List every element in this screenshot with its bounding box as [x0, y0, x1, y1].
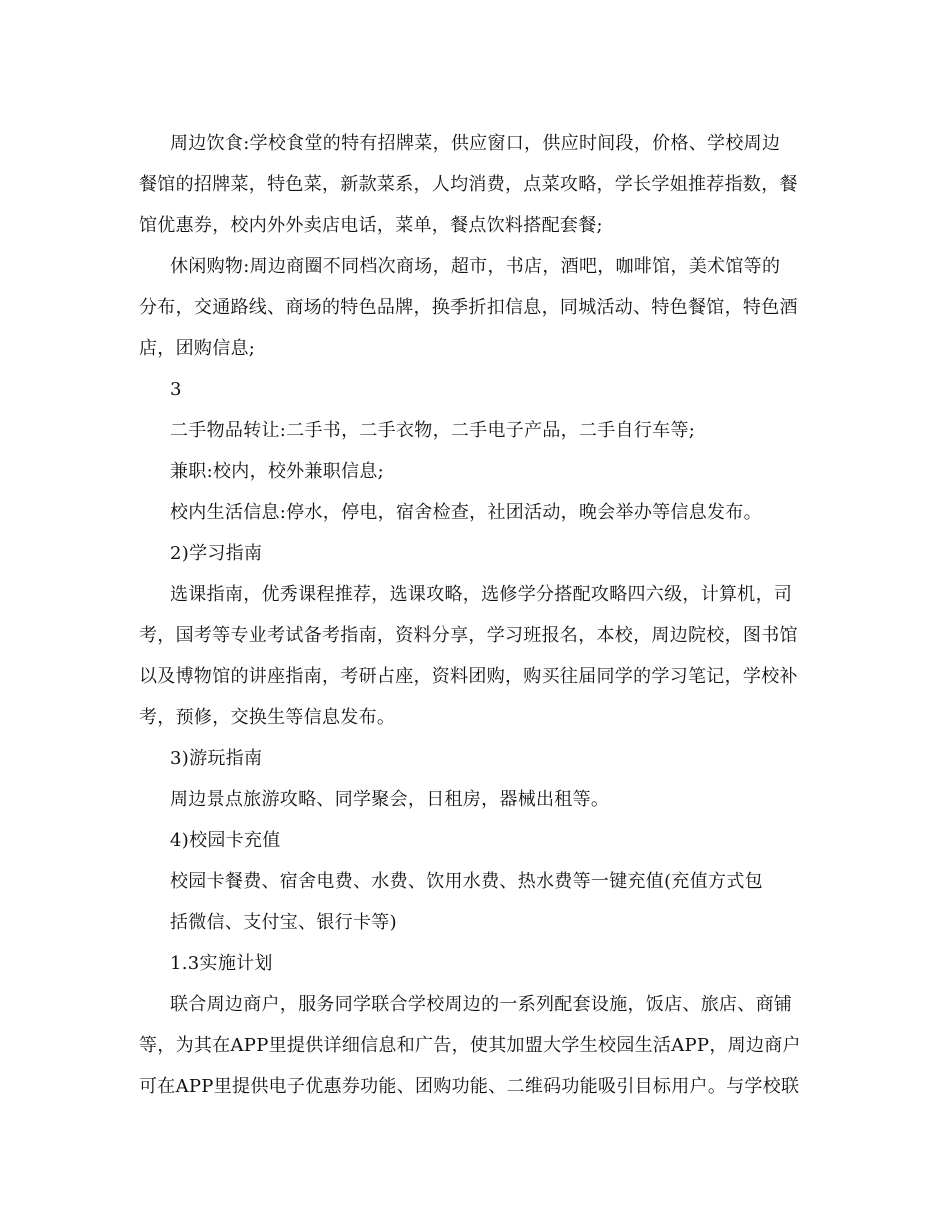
text-line: 选课指南，优秀课程推荐，选课攻略，选修学分搭配攻略四六级，计算机，司 — [170, 584, 793, 605]
text-line: 可在APP里提供电子优惠券功能、团购功能、二维码功能吸引目标用户。与学校联 — [139, 1076, 800, 1097]
text-line: 等，为其在APP里提供详细信息和广告，使其加盟大学生校园生活APP，周边商户 — [139, 1035, 801, 1056]
text-line: 以及博物馆的讲座指南，考研占座，资料团购，购买往届同学的学习笔记，学校补 — [139, 666, 798, 687]
text-line: 考，预修，交换生等信息发布。 — [139, 707, 396, 728]
section-heading: 2)学习指南 — [170, 543, 263, 564]
section-heading: 3)游玩指南 — [170, 748, 263, 769]
text-line: 休闲购物:周边商圈不同档次商场，超市，书店，酒吧，咖啡馆，美术馆等的 — [170, 256, 781, 277]
section-heading: 4)校园卡充值 — [170, 830, 281, 851]
text-line: 馆优惠券，校内外外卖店电话，菜单，餐点饮料搭配套餐; — [139, 215, 603, 236]
text-line: 校园卡餐费、宿舍电费、水费、饮用水费、热水费等一键充值(充值方式包 — [170, 871, 763, 892]
text-line: 二手物品转让:二手书，二手衣物，二手电子产品，二手自行车等; — [170, 420, 696, 441]
text-line: 校内生活信息:停水，停电，宿舍检查，社团活动，晚会举办等信息发布。 — [170, 502, 762, 523]
text-line: 餐馆的招牌菜，特色菜，新款菜系，人均消费，点菜攻略，学长学姐推荐指数，餐 — [139, 174, 798, 195]
text-line: 联合周边商户，服务同学联合学校周边的一系列配套设施，饭店、旅店、商铺 — [170, 994, 793, 1015]
page-number: 3 — [170, 379, 182, 400]
text-line: 周边景点旅游攻略、同学聚会，日租房，器械出租等。 — [170, 789, 610, 810]
text-line: 考，国考等专业考试备考指南，资料分享，学习班报名，本校，周边院校，图书馆 — [139, 625, 798, 646]
text-line: 周边饮食:学校食堂的特有招牌菜，供应窗口，供应时间段，价格、学校周边 — [170, 133, 781, 154]
text-line: 店，团购信息; — [139, 338, 256, 359]
text-line: 括微信、支付宝、银行卡等) — [170, 912, 397, 933]
text-line: 分布，交通路线、商场的特色品牌，换季折扣信息，同城活动、特色餐馆，特色酒 — [139, 297, 798, 318]
text-line: 兼职:校内，校外兼职信息; — [170, 461, 385, 482]
section-heading: 1.3实施计划 — [170, 953, 273, 974]
